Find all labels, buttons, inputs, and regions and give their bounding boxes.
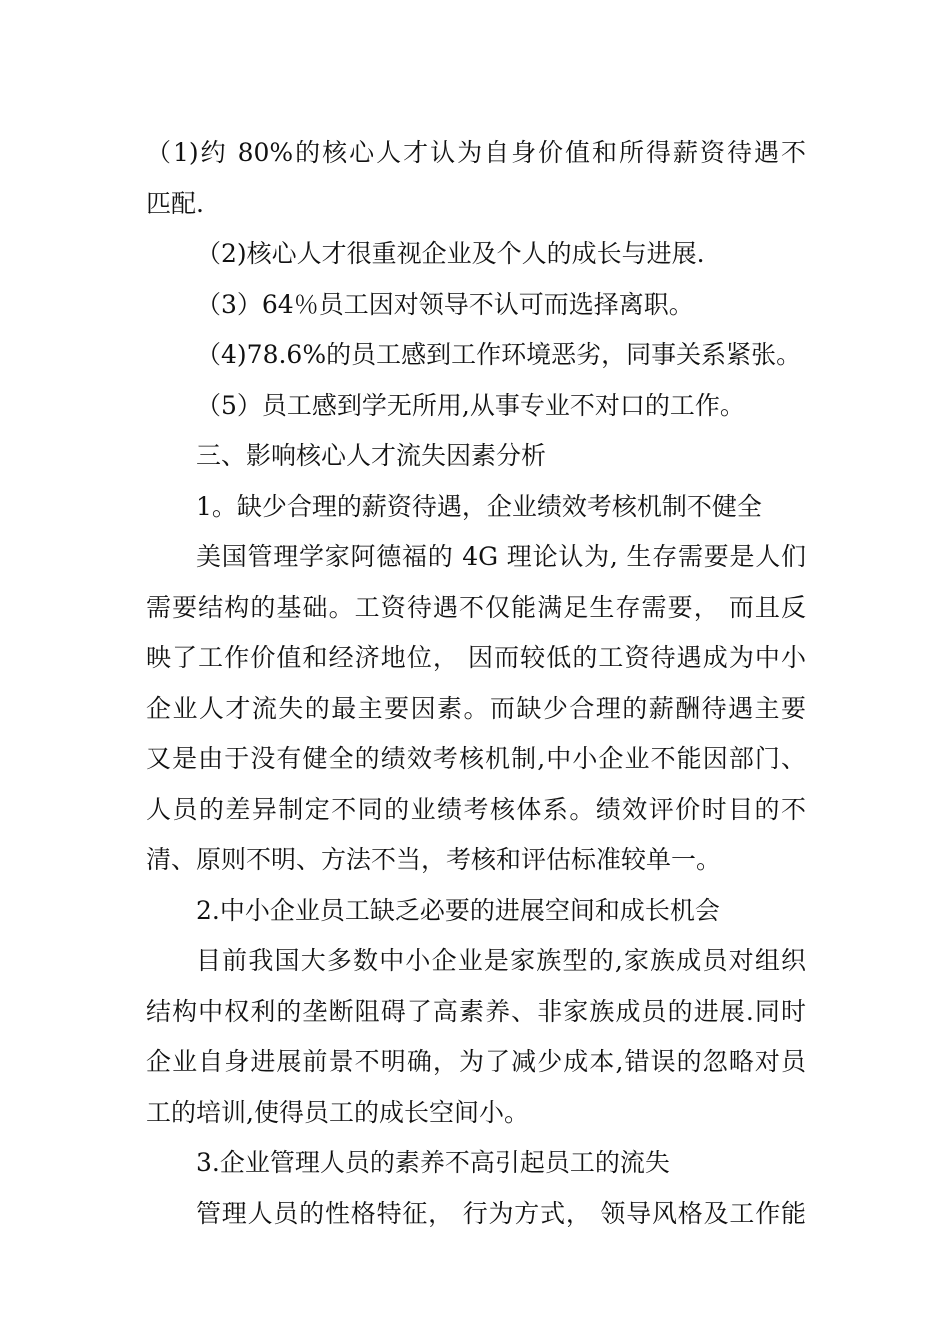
paragraph-3-line-1: 管理人员的性格特征， 行为方式， 领导风格及工作能	[196, 1198, 806, 1228]
list-item-3: （3）64％员工因对领导不认可而选择离职。	[196, 289, 694, 319]
list-item-4: （4)78.6%的员工感到工作环境恶劣，同事关系紧张。	[196, 340, 802, 369]
paragraph-1-line-1: 美国管理学家阿德福的 4G 理论认为, 生存需要是人们	[196, 542, 806, 571]
paragraph-2-line-4: 工的培训,使得员工的成长空间小。	[146, 1097, 529, 1127]
subheading-1: 1。缺少合理的薪资待遇，企业绩效考核机制不健全	[196, 491, 762, 521]
paragraph-1-line-7: 清、原则不明、方法不当，考核和评估标准较单一。	[146, 845, 722, 874]
paragraph-1-line-5: 又是由于没有健全的绩效考核机制,中小企业不能因部门、	[146, 744, 806, 773]
paragraph-1-line-6: 人员的差异制定不同的业绩考核体系。绩效评价时目的不	[146, 794, 806, 824]
section-heading: 三、影响核心人才流失因素分析	[196, 441, 547, 470]
paragraph-2-line-2: 结构中权利的垄断阻碍了高素养、非家族成员的进展.同时	[146, 996, 806, 1026]
list-item-2: （2)核心人才很重视企业及个人的成长与进展.	[196, 239, 705, 268]
document-body	[146, 128, 806, 1239]
list-item-1-line-2: 匹配.	[146, 188, 204, 218]
subheading-3: 3.企业管理人员的素养不高引起员工的流失	[196, 1148, 670, 1177]
paragraph-1-line-4: 企业人才流失的最主要因素。而缺少合理的薪酬待遇主要	[146, 693, 806, 723]
paragraph-2-line-1: 目前我国大多数中小企业是家族型的,家族成员对组织	[196, 946, 806, 975]
paragraph-1-line-3: 映了工作价值和经济地位， 因而较低的工资待遇成为中小	[146, 643, 806, 672]
subheading-2: 2.中小企业员工缺乏必要的进展空间和成长机会	[196, 895, 720, 925]
paragraph-1-line-2: 需要结构的基础。工资待遇不仅能满足生存需要， 而且反	[146, 592, 806, 622]
list-item-1-line-1: （1)约 80%的核心人才认为自身价值和所得薪资待遇不	[146, 138, 806, 167]
list-item-5: （5）员工感到学无所用,从事专业不对口的工作。	[196, 390, 745, 420]
paragraph-2-line-3: 企业自身进展前景不明确，为了减少成本,错误的忽略对员	[146, 1047, 806, 1076]
